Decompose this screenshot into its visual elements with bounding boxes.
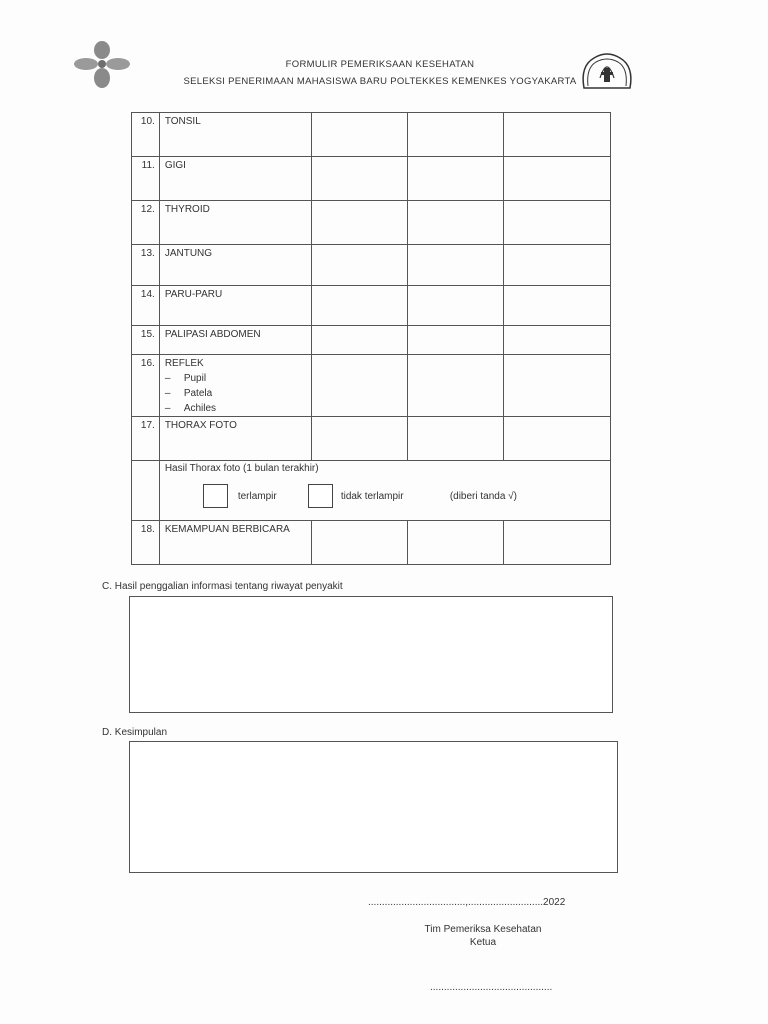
result-cell[interactable]: [408, 417, 504, 461]
table-row: [132, 245, 611, 286]
result-cell[interactable]: [504, 326, 611, 355]
exam-item-label: THORAX FOTO: [159, 417, 311, 461]
result-cell[interactable]: [504, 157, 611, 201]
result-cell[interactable]: [312, 157, 408, 201]
result-cell[interactable]: [504, 521, 611, 565]
row-number: 10.: [132, 113, 160, 157]
signature-team-label: Tim Pemeriksa Kesehatan: [424, 924, 542, 935]
result-cell[interactable]: [312, 286, 408, 326]
result-cell[interactable]: [408, 326, 504, 355]
row-number: 18.: [132, 521, 160, 565]
poltekkes-emblem-icon: [578, 48, 636, 92]
result-cell[interactable]: [408, 201, 504, 245]
row-number: 16.: [132, 355, 160, 417]
terlampir-checkbox[interactable]: [203, 484, 228, 508]
row-number: 17.: [132, 417, 160, 461]
conclusion-textbox[interactable]: [129, 741, 618, 873]
result-cell[interactable]: [408, 157, 504, 201]
result-cell[interactable]: [504, 113, 611, 157]
table-row: [132, 461, 611, 521]
thorax-result-title: Hasil Thorax foto (1 bulan terakhir): [164, 463, 319, 474]
exam-table: [131, 112, 611, 565]
result-cell[interactable]: [312, 355, 408, 417]
terlampir-label: terlampir: [237, 491, 277, 502]
exam-item-label: REFLEK: [164, 358, 204, 369]
signature-date-line: ...................................,...........................2022: [368, 897, 566, 908]
result-cell[interactable]: [408, 245, 504, 286]
form-subtitle: SELEKSI PENERIMAAN MAHASISWA BARU POLTEKKES KEMENKES YOGYAKARTA: [183, 76, 577, 87]
list-item: – Pupil: [164, 373, 207, 384]
row-number: 14.: [132, 286, 160, 326]
result-cell[interactable]: [408, 113, 504, 157]
kemenkes-logo-icon: [72, 40, 132, 90]
row-number: [132, 461, 160, 521]
result-cell[interactable]: [504, 286, 611, 326]
table-row: [132, 326, 611, 355]
row-number: 11.: [132, 157, 160, 201]
result-cell[interactable]: [408, 286, 504, 326]
result-cell[interactable]: [312, 201, 408, 245]
row-number: 12.: [132, 201, 160, 245]
result-cell[interactable]: [504, 201, 611, 245]
result-cell[interactable]: [312, 113, 408, 157]
table-row: [132, 157, 611, 201]
section-c-label: C. Hasil penggalian informasi tentang riwayat penyakit: [102, 581, 343, 592]
result-cell[interactable]: [504, 417, 611, 461]
exam-item-label: TONSIL: [159, 113, 311, 157]
exam-item-label: THYROID: [159, 201, 311, 245]
result-cell[interactable]: [408, 521, 504, 565]
result-cell[interactable]: [312, 326, 408, 355]
table-row: [132, 286, 611, 326]
exam-item-label: PALIPASI ABDOMEN: [159, 326, 311, 355]
result-cell[interactable]: [312, 417, 408, 461]
exam-item-label: PARU-PARU: [159, 286, 311, 326]
exam-item-label: JANTUNG: [159, 245, 311, 286]
signature-role-label: Ketua: [469, 937, 497, 948]
list-item: – Patela: [164, 388, 213, 399]
reflex-subitems: [165, 371, 311, 416]
exam-item-label: KEMAMPUAN BERBICARA: [159, 521, 311, 565]
form-title: FORMULIR PEMERIKSAAN KESEHATAN: [285, 59, 475, 70]
row-number: 13.: [132, 245, 160, 286]
signature-name-line: ............................................: [430, 982, 553, 993]
row-number: 15.: [132, 326, 160, 355]
thorax-result-cell: [159, 461, 610, 521]
result-cell[interactable]: [504, 245, 611, 286]
checkmark-note: (diberi tanda √): [449, 491, 517, 502]
tidak-terlampir-checkbox[interactable]: [308, 484, 333, 508]
result-cell[interactable]: [312, 245, 408, 286]
table-row: [132, 113, 611, 157]
section-d-label: D. Kesimpulan: [102, 727, 168, 738]
result-cell[interactable]: [408, 355, 504, 417]
result-cell[interactable]: [312, 521, 408, 565]
exam-item-reflex: [159, 355, 311, 417]
table-row: [132, 201, 611, 245]
tidak-terlampir-label: tidak terlampir: [340, 491, 404, 502]
table-row: [132, 521, 611, 565]
exam-item-label: GIGI: [159, 157, 311, 201]
result-cell[interactable]: [504, 355, 611, 417]
table-row: [132, 417, 611, 461]
list-item: – Achiles: [164, 403, 217, 414]
table-row: [132, 355, 611, 417]
medical-history-textbox[interactable]: [129, 596, 613, 713]
